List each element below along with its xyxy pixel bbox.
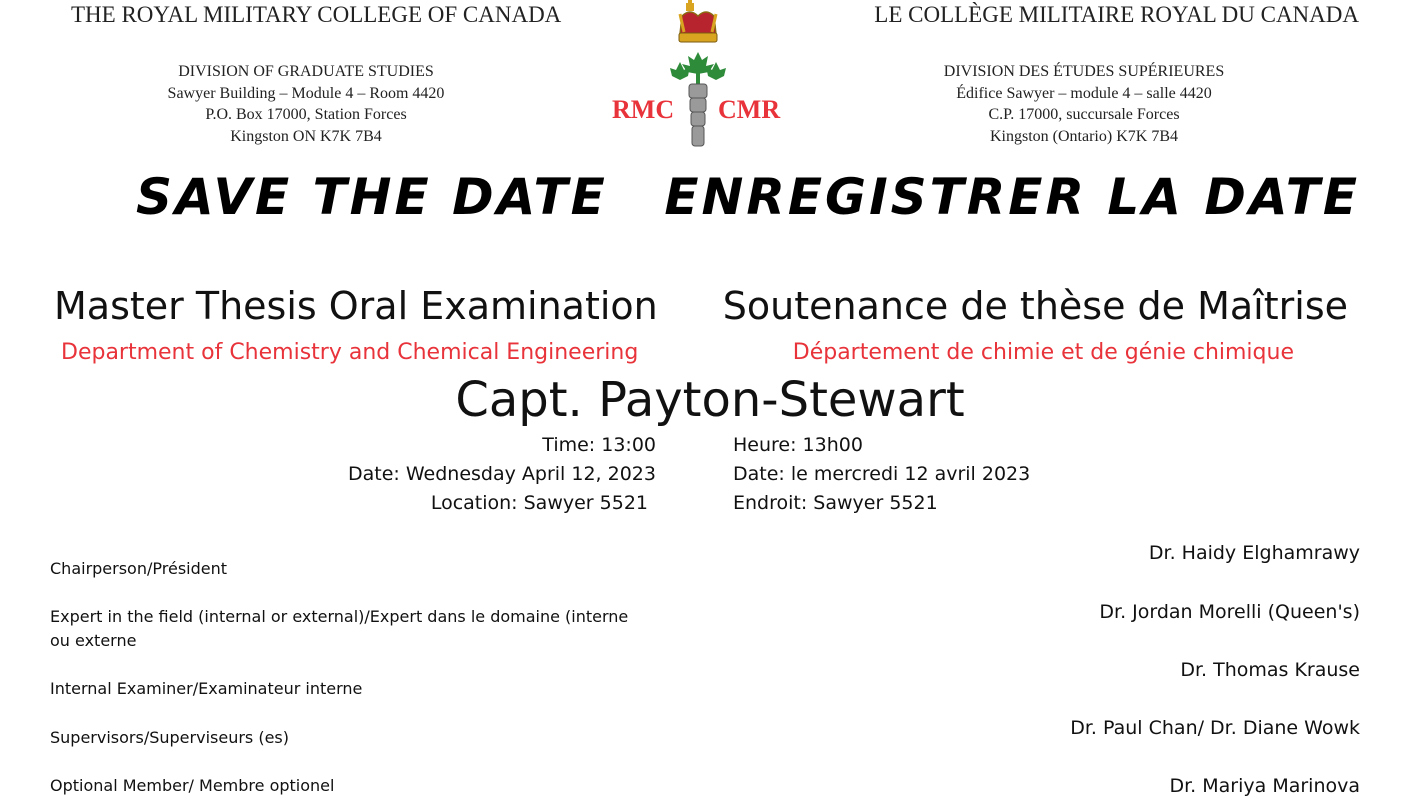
- committee-role: Internal Examiner/Examinateur interne: [50, 679, 363, 698]
- exam-title-fr: Soutenance de thèse de Maîtrise: [722, 284, 1348, 328]
- committee-member: Dr. Thomas Krause: [1180, 659, 1360, 681]
- committee-member: Dr. Jordan Morelli (Queen's): [1099, 601, 1360, 623]
- crest-icon: [606, 0, 792, 150]
- committee-member: Dr. Haidy Elghamrawy: [1148, 542, 1360, 564]
- detail-date: Date: Wednesday April 12, 2023: [348, 463, 656, 485]
- address-line: P.O. Box 17000, Station Forces: [205, 106, 407, 123]
- save-the-date-fr: ENREGISTRER LA DATE: [664, 168, 1360, 226]
- address-line: Sawyer Building – Module 4 – Room 4420: [167, 84, 445, 102]
- details-fr: [733, 431, 1030, 518]
- detail-time: Time: 13:00: [542, 434, 656, 456]
- address-block-en: [136, 61, 476, 147]
- college-title-fr: LE COLLÈGE MILITAIRE ROYAL DU CANADA: [874, 2, 1359, 27]
- detail-location: Endroit: Sawyer 5521: [733, 492, 938, 514]
- committee-role: Chairperson/Président: [50, 559, 228, 578]
- college-title-en: THE ROYAL MILITARY COLLEGE OF CANADA: [71, 2, 562, 27]
- address-line: Édifice Sawyer – module 4 – salle 4420: [956, 84, 1212, 102]
- address-line: Kingston (Ontario) K7K 7B4: [990, 127, 1178, 145]
- armoured-arm-icon: [689, 84, 707, 146]
- committee-member: Dr. Mariya Marinova: [1169, 775, 1360, 797]
- address-line: Kingston ON K7K 7B4: [230, 127, 382, 145]
- crown-icon: [679, 0, 717, 42]
- detail-location: Location: Sawyer 5521: [430, 492, 648, 514]
- department-en: Department of Chemistry and Chemical Engineering: [61, 340, 639, 365]
- department-fr: Département de chimie et de génie chimique: [792, 340, 1294, 365]
- address-line: C.P. 17000, succursale Forces: [988, 106, 1180, 123]
- committee-member: Dr. Paul Chan/ Dr. Diane Wowk: [1070, 717, 1360, 739]
- maple-leaf-icon: [670, 52, 726, 84]
- committee-role: Expert in the field (internal or external)/Expert dans le domaine (interne ou externe: [50, 607, 629, 650]
- address-block-fr: [914, 61, 1254, 147]
- logo-rmc: RMC: [612, 95, 675, 124]
- logo-cmr: CMR: [718, 95, 781, 124]
- detail-time: Heure: 13h00: [733, 434, 863, 456]
- detail-date: Date: le mercredi 12 avril 2023: [733, 463, 1031, 485]
- address-line: DIVISION OF GRADUATE STUDIES: [178, 63, 434, 80]
- committee-role: Optional Member/ Membre optionel: [50, 776, 335, 795]
- address-line: DIVISION DES ÉTUDES SUPÉRIEURES: [943, 63, 1225, 80]
- save-the-date-en: SAVE THE DATE: [136, 168, 608, 226]
- exam-title-en: Master Thesis Oral Examination: [54, 284, 658, 328]
- committee-role: Supervisors/Superviseurs (es): [50, 728, 289, 747]
- details-en: [348, 431, 656, 518]
- candidate-name: Capt. Payton-Stewart: [455, 372, 965, 428]
- rmc-cmr-logo: [606, 0, 792, 150]
